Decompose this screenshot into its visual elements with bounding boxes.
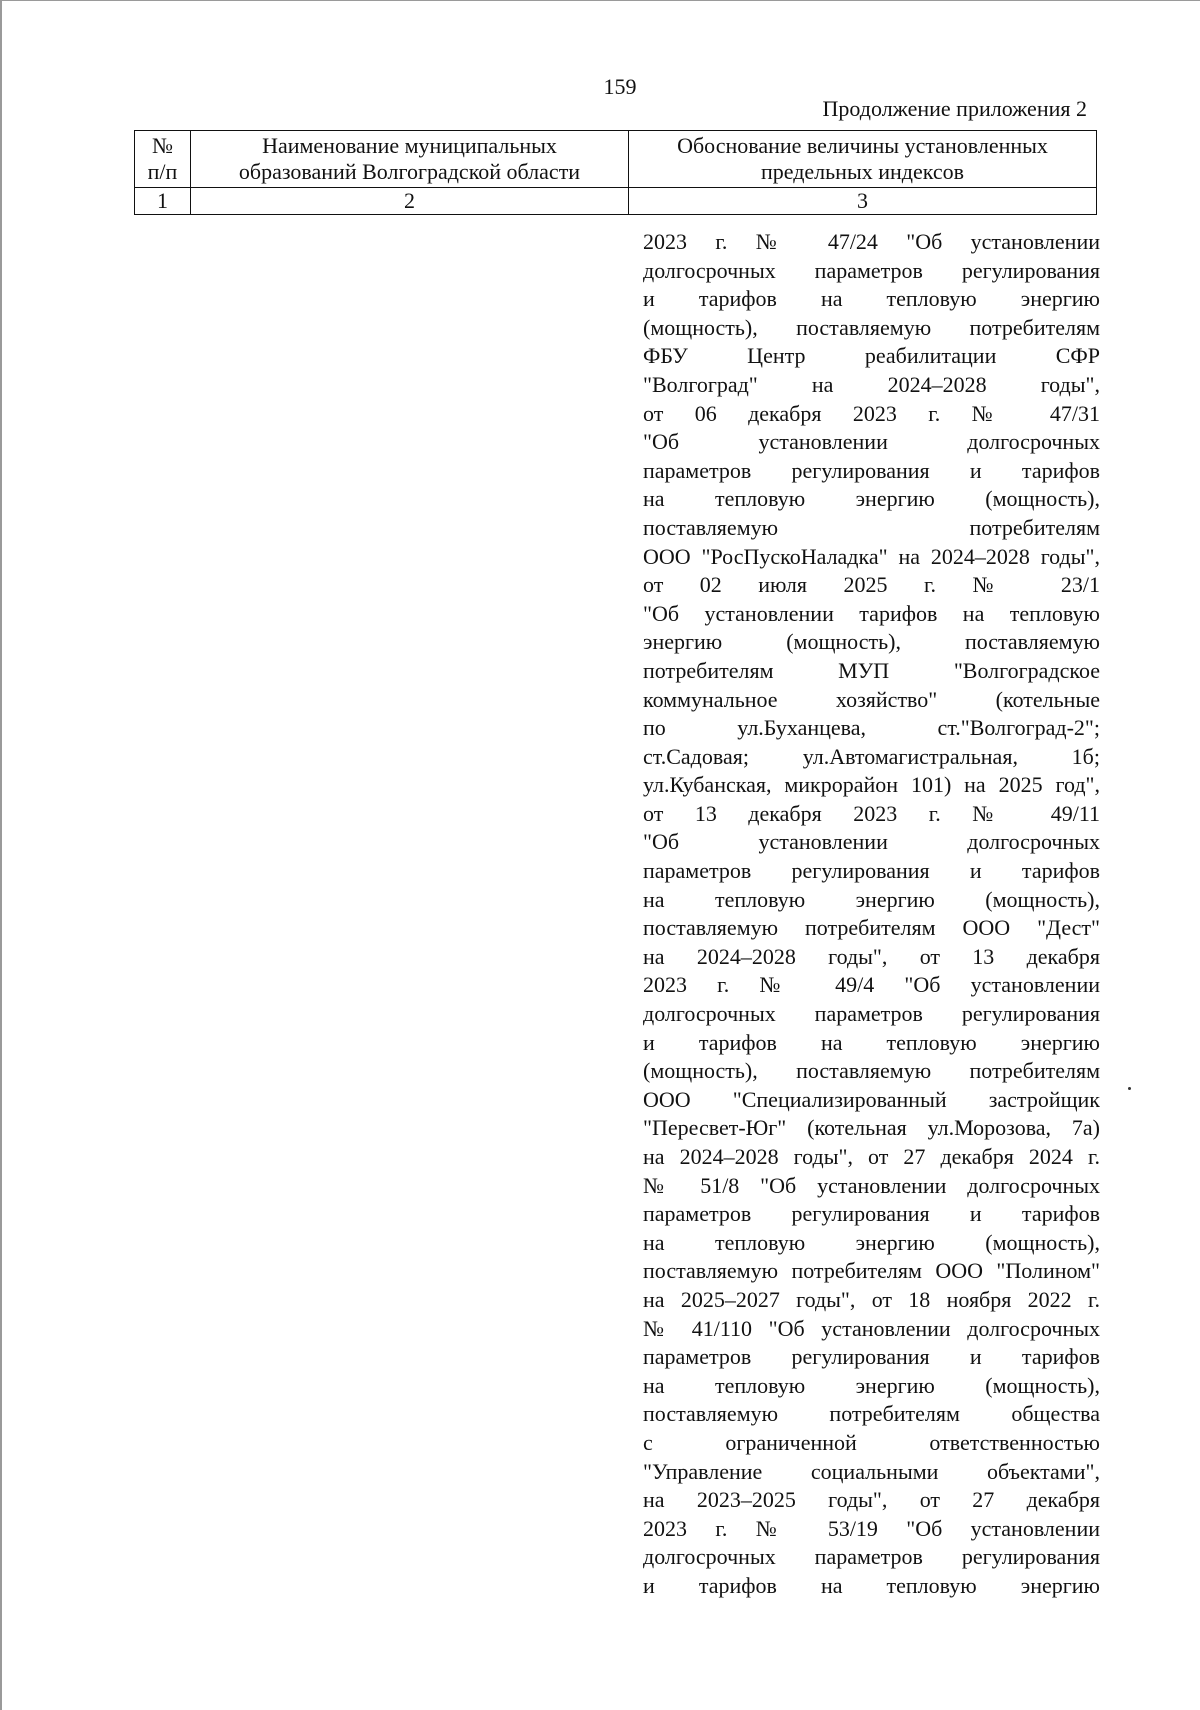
text-line: от 06 декабря 2023 г. № 47/31 bbox=[643, 400, 1100, 426]
text-line: коммунальное хозяйство" (котельные bbox=[643, 686, 1100, 712]
text-line: от 02 июля 2025 г. № 23/1 bbox=[643, 572, 1100, 598]
text-line: ООО "РосПускоНаладка" на 2024–2028 годы", bbox=[643, 543, 1100, 569]
table-header-row bbox=[135, 131, 1097, 188]
text-line: на 2025–2027 годы", от 18 ноября 2022 г. bbox=[643, 1286, 1100, 1312]
scan-speck bbox=[1128, 1087, 1131, 1090]
text-line: и тарифов на тепловую энергию bbox=[643, 1029, 1100, 1055]
text-line: параметров регулирования и тарифов bbox=[643, 1201, 1100, 1227]
justification-text bbox=[643, 228, 1100, 1601]
text-line: на тепловую энергию (мощность), bbox=[643, 486, 1100, 512]
header-cell-municipality-line: образований Волгоградской области bbox=[238, 159, 581, 184]
text-line: 2023 г. № 47/24 "Об установлении bbox=[643, 229, 1100, 254]
table-column-number-row bbox=[135, 188, 1097, 215]
column-number-2: 2 bbox=[191, 188, 629, 215]
header-cell-number-line: № bbox=[152, 133, 173, 158]
header-cell-municipality bbox=[191, 131, 629, 188]
text-line: поставляемую потребителям ООО "Полином" bbox=[643, 1258, 1100, 1284]
text-line: "Об установлении долгосрочных bbox=[643, 429, 1100, 455]
scan-border-left bbox=[0, 0, 2, 1710]
header-cell-number bbox=[135, 131, 191, 188]
text-line: на 2024–2028 годы", от 13 декабря bbox=[643, 943, 1100, 969]
text-line: и тарифов на тепловую энергию bbox=[643, 1572, 1100, 1598]
text-line: и тарифов на тепловую энергию bbox=[643, 286, 1100, 312]
scan-border-top bbox=[0, 0, 1200, 1]
header-cell-justification-line: предельных индексов bbox=[760, 159, 965, 184]
text-line: на тепловую энергию (мощность), bbox=[643, 1372, 1100, 1398]
text-line: параметров регулирования и тарифов bbox=[643, 1344, 1100, 1370]
text-line: на 2024–2028 годы", от 27 декабря 2024 г. bbox=[643, 1144, 1100, 1169]
text-line: поставляемую потребителям bbox=[643, 514, 1100, 540]
text-line: потребителям МУП "Волгоградское bbox=[643, 657, 1100, 683]
text-line: "Волгоград" на 2024–2028 годы", bbox=[643, 371, 1100, 397]
text-line: ул.Кубанская, микрорайон 101) на 2025 год", bbox=[643, 772, 1100, 798]
text-line: с ограниченной ответственностью bbox=[643, 1429, 1100, 1455]
text-line: 2023 г. № 49/4 "Об установлении bbox=[643, 972, 1100, 998]
text-line: параметров регулирования и тарифов bbox=[643, 457, 1100, 483]
text-line: ФБУ Центр реабилитации СФР bbox=[643, 343, 1100, 369]
column-number-3: 3 bbox=[629, 188, 1097, 215]
text-line: № 41/110 "Об установлении долгосрочных bbox=[643, 1315, 1100, 1341]
text-line: от 13 декабря 2023 г. № 49/11 bbox=[643, 800, 1100, 826]
appendix-continuation-note: Продолжение приложения 2 bbox=[822, 96, 1087, 121]
text-line: параметров регулирования и тарифов bbox=[643, 858, 1100, 884]
text-line: долгосрочных параметров регулирования bbox=[643, 1544, 1100, 1570]
text-line: "Управление социальными объектами", bbox=[643, 1458, 1100, 1484]
text-line: по ул.Буханцева, ст."Волгоград-2"; bbox=[643, 715, 1100, 741]
header-cell-number-line: п/п bbox=[147, 159, 178, 184]
column-number-1: 1 bbox=[135, 188, 191, 215]
text-line: долгосрочных параметров регулирования bbox=[643, 257, 1100, 283]
text-line: ст.Садовая; ул.Автомагистральная, 1б; bbox=[643, 743, 1100, 769]
header-cell-justification bbox=[629, 131, 1097, 188]
text-line: на тепловую энергию (мощность), bbox=[643, 1229, 1100, 1255]
text-line: (мощность), поставляемую потребителям bbox=[643, 1058, 1100, 1084]
text-line: поставляемую потребителям общества bbox=[643, 1401, 1100, 1427]
text-line: на тепловую энергию (мощность), bbox=[643, 886, 1100, 912]
header-cell-municipality-line: Наименование муниципальных bbox=[262, 133, 557, 158]
text-line: "Об установлении тарифов на тепловую bbox=[643, 600, 1100, 626]
text-line: энергию (мощность), поставляемую bbox=[643, 629, 1100, 655]
text-line: "Пересвет-Юг" (котельная ул.Морозова, 7а) bbox=[643, 1115, 1100, 1141]
text-line: поставляемую потребителям ООО "Дест" bbox=[643, 915, 1100, 941]
text-line: "Об установлении долгосрочных bbox=[643, 829, 1100, 855]
text-line: 2023 г. № 53/19 "Об установлении bbox=[643, 1515, 1100, 1541]
text-line: ООО "Специализированный застройщик bbox=[643, 1086, 1100, 1112]
appendix-table-header bbox=[134, 130, 1097, 215]
text-line: на 2023–2025 годы", от 27 декабря bbox=[643, 1487, 1100, 1513]
page-number: 159 bbox=[603, 74, 637, 99]
text-line: (мощность), поставляемую потребителям bbox=[643, 314, 1100, 340]
text-line: № 51/8 "Об установлении долгосрочных bbox=[643, 1172, 1100, 1198]
header-cell-justification-line: Обоснование величины установленных bbox=[677, 133, 1048, 158]
text-line: долгосрочных параметров регулирования bbox=[643, 1001, 1100, 1027]
